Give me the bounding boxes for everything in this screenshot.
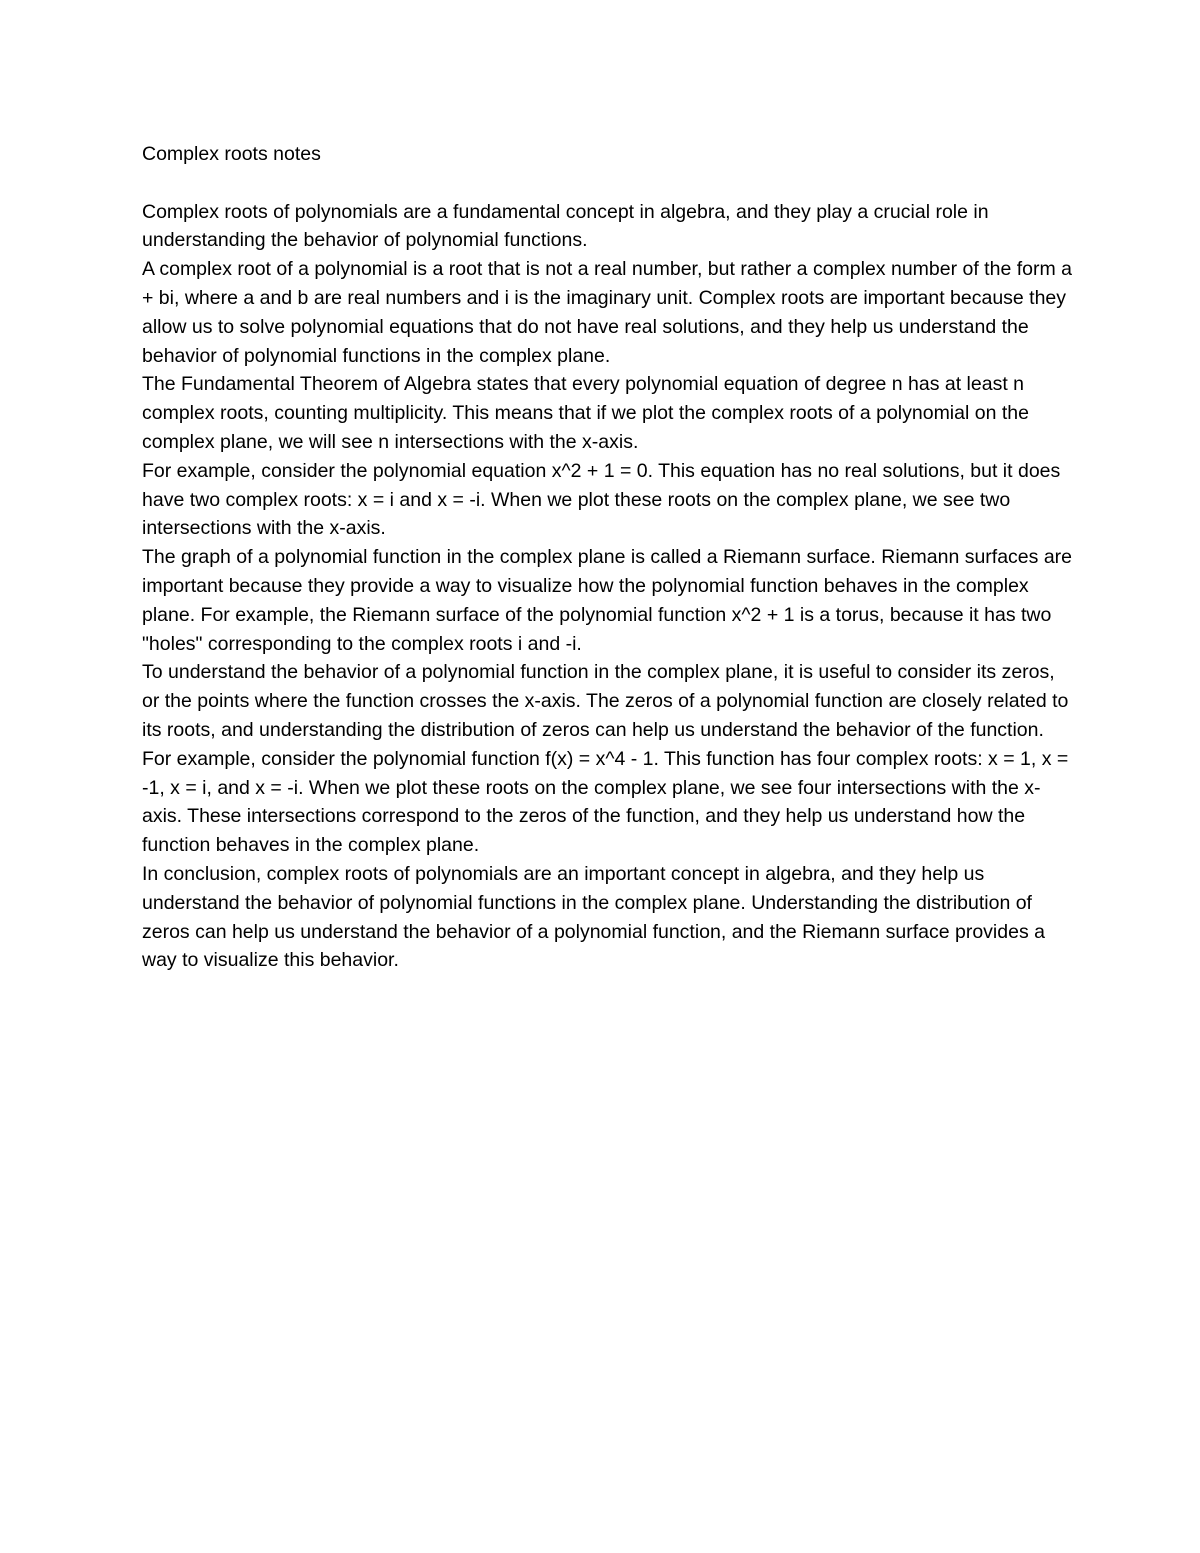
paragraph-conclusion: In conclusion, complex roots of polynomials are an important concept in algebra, and they help us understand the behavior of polynomial functions in the complex plane. Understanding the distribution of zeros can help us understand the behavior of a polynomial function, and the Riemann surface provides a way to visualize this behavior. bbox=[142, 862, 1045, 972]
paragraph-riemann-surface: The graph of a polynomial function in the complex plane is called a Riemann surface. Riemann surfaces are important because they provide a way to visualize how the polynomial function behaves in the complex plane. For example, the Riemann surface of the polynomial function x^2 + 1 is a torus, because it has two "holes" corresponding to the complex roots i and -i. bbox=[142, 546, 1073, 655]
blank-line bbox=[142, 169, 1072, 198]
paragraph-definition: A complex root of a polynomial is a root that is not a real number, but rather a complex number of the form a + bi, where a and b are real numbers and i is the imaginary unit. Complex roots are important because they allow us to solve polynomial equations that do not have real solutions, and they help us understand the behavior of polynomial functions in the complex plane. bbox=[142, 258, 1072, 367]
paragraph-zeros: To understand the behavior of a polynomial function in the complex plane, it is useful to consider its zeros, or the points where the function crosses the x-axis. The zeros of a polynomial function are closely related to its roots, and understanding the distribution of zeros can help us understand the behavior of the function. bbox=[142, 661, 1069, 741]
paragraph-intro: Complex roots of polynomials are a fundamental concept in algebra, and they play a crucial role in understanding the behavior of polynomial functions. bbox=[142, 200, 989, 252]
paragraph-example-quadratic: For example, consider the polynomial equation x^2 + 1 = 0. This equation has no real solutions, but it does have two complex roots: x = i and x = -i. When we plot these roots on the complex plane, we see two intersections with the x-axis. bbox=[142, 459, 1061, 540]
document-body bbox=[142, 140, 1072, 975]
paragraph-fundamental-theorem: The Fundamental Theorem of Algebra states that every polynomial equation of degree n has at least n complex roots, counting multiplicity. This means that if we plot the complex roots of a polynomial on the complex plane, we will see n intersections with the x-axis. bbox=[142, 373, 1029, 453]
paragraph-example-quartic: For example, consider the polynomial function f(x) = x^4 - 1. This function has four complex roots: x = 1, x = -1, x = i, and x = -i. When we plot these roots on the complex plane, we see four intersections with the x-axis. These intersections correspond to the zeros of the function, and they help us understand how the function behaves in the complex plane. bbox=[142, 747, 1069, 857]
document-title: Complex roots notes bbox=[142, 143, 321, 165]
